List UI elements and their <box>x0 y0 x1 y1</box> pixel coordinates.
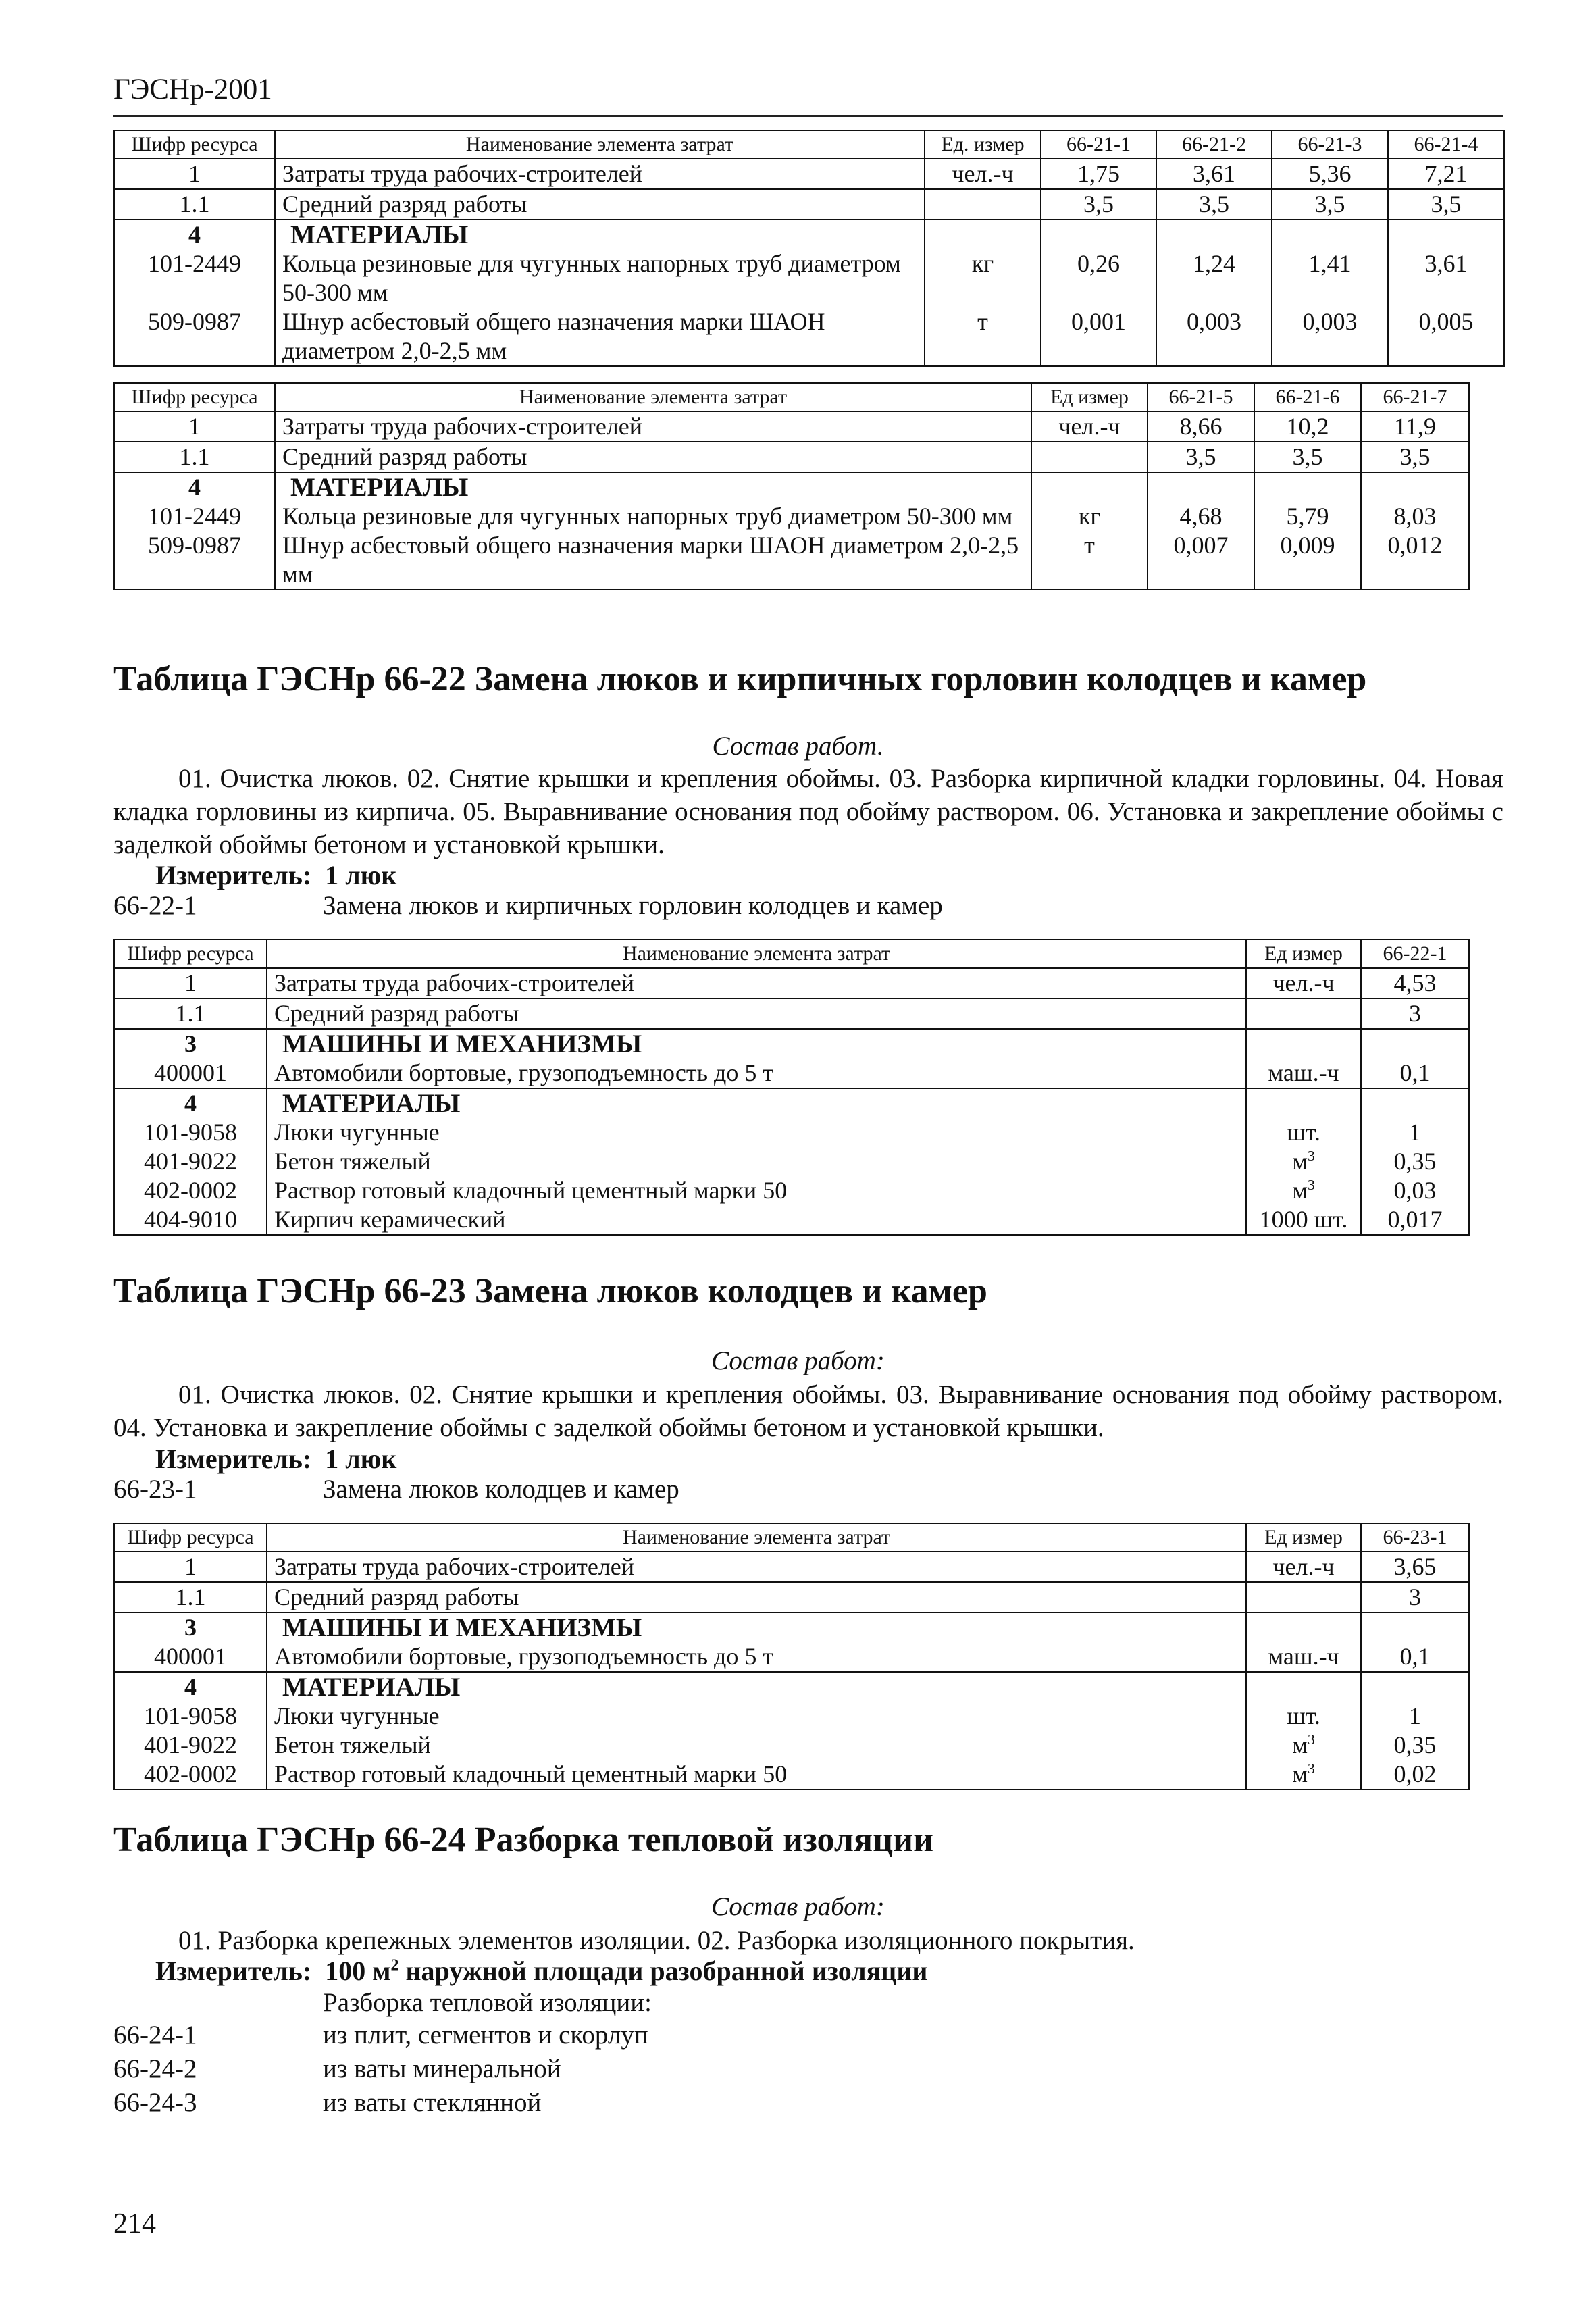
resource-table-66-21-part1 <box>113 130 1505 367</box>
norm-name: из плит, сегментов и скорлуп <box>323 2020 648 2050</box>
unit: шт. <box>1246 1118 1361 1147</box>
value: 1 <box>1361 1702 1469 1731</box>
norm-name: из ваты стеклянной <box>323 2088 542 2117</box>
resource-code: 101-2449 <box>114 502 275 531</box>
column-header: 66-21-3 <box>1272 130 1388 159</box>
section-heading: МАТЕРИАЛЫ <box>267 1672 1246 1702</box>
column-header: Наименование элемента затрат <box>275 383 1031 411</box>
resource-code: 1.1 <box>114 1582 267 1612</box>
column-header: Шифр ресурса <box>114 1523 267 1552</box>
column-header: Ед измер <box>1031 383 1148 411</box>
resource-name: Люки чугунные <box>267 1702 1246 1731</box>
table-row <box>114 531 1469 590</box>
value: 4,68 <box>1148 502 1254 531</box>
table-header-row <box>114 383 1469 411</box>
resource-name: Средний разряд работы <box>267 1582 1246 1612</box>
unit: чел.-ч <box>1246 1552 1361 1582</box>
norm-name: из ваты минеральной <box>323 2054 561 2083</box>
column-header: Наименование элемента затрат <box>267 1523 1246 1552</box>
value: 0,009 <box>1254 531 1361 590</box>
unit: маш.-ч <box>1246 1059 1361 1088</box>
value: 1,41 <box>1272 249 1388 307</box>
work-composition-heading: Состав работ: <box>711 1346 885 1375</box>
resource-name: Автомобили бортовые, грузоподъемность до 5 т <box>267 1642 1246 1672</box>
table-section-row <box>114 1672 1469 1702</box>
unit: кг <box>1031 502 1148 531</box>
resource-code: 1.1 <box>114 189 275 220</box>
column-header: Шифр ресурса <box>114 130 275 159</box>
measure-unit: Измеритель: 100 $м^2$ наружной площади разобранной изоляции <box>155 1956 928 1986</box>
table-row <box>114 442 1469 472</box>
table-row <box>114 1059 1469 1088</box>
resource-name: Средний разряд работы <box>267 998 1246 1029</box>
value: 0,1 <box>1361 1642 1469 1672</box>
value: 0,35 <box>1361 1147 1469 1176</box>
norm-code: 66-22-1 <box>113 891 197 920</box>
resource-code: 3 <box>114 1612 267 1642</box>
section-heading: МАШИНЫ И МЕХАНИЗМЫ <box>267 1612 1246 1642</box>
value: 3,61 <box>1156 159 1272 189</box>
work-composition-heading: Состав работ. <box>712 732 884 761</box>
value: 7,21 <box>1388 159 1504 189</box>
measure-unit: Измеритель: 1 люк <box>155 1444 397 1474</box>
resource-table-66-23 <box>113 1523 1470 1790</box>
column-header: 66-21-2 <box>1156 130 1272 159</box>
table-row <box>114 1702 1469 1731</box>
column-header: 66-21-6 <box>1254 383 1361 411</box>
table-header-row <box>114 940 1469 968</box>
resource-code: 3 <box>114 1029 267 1059</box>
unit: 1000 шт. <box>1246 1205 1361 1235</box>
table-row <box>114 1147 1469 1176</box>
unit: $м^3$ <box>1246 1731 1361 1760</box>
section-heading: МАТЕРИАЛЫ <box>275 472 1031 502</box>
value: 0,003 <box>1272 307 1388 366</box>
resource-code: 101-2449 <box>114 249 275 307</box>
value: 4,53 <box>1361 968 1469 998</box>
norm-code: 66-24-1 <box>113 2020 197 2050</box>
norm-item <box>113 2020 648 2050</box>
resource-code: 4 <box>114 1672 267 1702</box>
column-header: 66-21-7 <box>1361 383 1469 411</box>
table-row <box>114 968 1469 998</box>
table-section-row <box>114 472 1469 502</box>
unit: $м^3$ <box>1246 1147 1361 1176</box>
group-label: Разборка тепловой изоляции: <box>323 1988 652 2017</box>
table-section-row <box>114 1029 1469 1059</box>
norm-code: 66-23-1 <box>113 1475 197 1504</box>
resource-table-66-22 <box>113 939 1470 1236</box>
resource-code: 4 <box>114 1088 267 1118</box>
norm-item <box>113 1474 679 1504</box>
value: 3,5 <box>1254 442 1361 472</box>
value: 3,65 <box>1361 1552 1469 1582</box>
table-row <box>114 1205 1469 1235</box>
unit <box>1031 442 1148 472</box>
table-row <box>114 159 1504 189</box>
value: 8,66 <box>1148 411 1254 442</box>
resource-code: 400001 <box>114 1642 267 1672</box>
column-header: Ед измер <box>1246 940 1361 968</box>
unit: чел.-ч <box>1246 968 1361 998</box>
value: 3 <box>1361 1582 1469 1612</box>
resource-code: 401-9022 <box>114 1147 267 1176</box>
resource-name: Люки чугунные <box>267 1118 1246 1147</box>
header-divider <box>113 115 1503 117</box>
table-row <box>114 998 1469 1029</box>
value: 3,61 <box>1388 249 1504 307</box>
unit <box>1246 998 1361 1029</box>
column-header: 66-21-5 <box>1148 383 1254 411</box>
norm-item <box>113 2054 561 2084</box>
resource-name: Кирпич керамический <box>267 1205 1246 1235</box>
column-header: Шифр ресурса <box>114 383 275 411</box>
value: 0,02 <box>1361 1760 1469 1789</box>
value: 0,017 <box>1361 1205 1469 1235</box>
value: 3,5 <box>1148 442 1254 472</box>
section-title-66-23: Таблица ГЭСНр 66-23 Замена люков колодцев и камер <box>113 1272 987 1311</box>
resource-code: 1 <box>114 1552 267 1582</box>
table-row <box>114 1642 1469 1672</box>
column-header: Шифр ресурса <box>114 940 267 968</box>
resource-code: 1.1 <box>114 442 275 472</box>
value: 0,001 <box>1041 307 1156 366</box>
work-composition-text: 01. Очистка люков. 02. Снятие крышки и крепления обоймы. 03. Разборка кирпичной кладки горловины. 04. Новая кладка горловины из кирпича. 05. Выравнивание основания под обойму раствором. 06. Установка и закрепление обоймы с заделкой обоймы бетоном и установкой крышки. <box>113 764 1503 859</box>
resource-code: 400001 <box>114 1059 267 1088</box>
unit: чел.-ч <box>925 159 1041 189</box>
resource-code: 1.1 <box>114 998 267 1029</box>
section-heading: МАТЕРИАЛЫ <box>275 220 925 249</box>
column-header: 66-23-1 <box>1361 1523 1469 1552</box>
resource-name: Затраты труда рабочих-строителей <box>275 159 925 189</box>
value: 3,5 <box>1156 189 1272 220</box>
unit: т <box>1031 531 1148 590</box>
section-heading: МАТЕРИАЛЫ <box>267 1088 1246 1118</box>
measure-unit: Измеритель: 1 люк <box>155 860 397 890</box>
value: 0,1 <box>1361 1059 1469 1088</box>
value: 5,36 <box>1272 159 1388 189</box>
column-header: Наименование элемента затрат <box>275 130 925 159</box>
unit: маш.-ч <box>1246 1642 1361 1672</box>
resource-code: 101-9058 <box>114 1702 267 1731</box>
norm-item <box>113 2087 541 2118</box>
column-header: 66-22-1 <box>1361 940 1469 968</box>
unit: $м^3$ <box>1246 1176 1361 1205</box>
column-header: Ед измер <box>1246 1523 1361 1552</box>
resource-code: 101-9058 <box>114 1118 267 1147</box>
norm-code: 66-24-2 <box>113 2054 197 2083</box>
resource-code: 509-0987 <box>114 307 275 366</box>
unit: кг <box>925 249 1041 307</box>
value: 0,26 <box>1041 249 1156 307</box>
value: 1,24 <box>1156 249 1272 307</box>
resource-name: Раствор готовый кладочный цементный марки 50 <box>267 1176 1246 1205</box>
norm-item <box>113 890 943 921</box>
table-section-row <box>114 220 1504 249</box>
table-row <box>114 1582 1469 1612</box>
table-header-row <box>114 130 1504 159</box>
section-title-66-24: Таблица ГЭСНр 66-24 Разборка тепловой изоляции <box>113 1821 934 1859</box>
section-heading: МАШИНЫ И МЕХАНИЗМЫ <box>267 1029 1246 1059</box>
page-number: 214 <box>113 2208 156 2239</box>
value: 10,2 <box>1254 411 1361 442</box>
table-row <box>114 411 1469 442</box>
value: 0,007 <box>1148 531 1254 590</box>
value: 0,005 <box>1388 307 1504 366</box>
resource-code: 402-0002 <box>114 1760 267 1789</box>
value: 0,35 <box>1361 1731 1469 1760</box>
table-row <box>114 1176 1469 1205</box>
unit: $м^3$ <box>1246 1760 1361 1789</box>
value: 1,75 <box>1041 159 1156 189</box>
table-section-row <box>114 1612 1469 1642</box>
resource-name: Затраты труда рабочих-строителей <box>267 968 1246 998</box>
column-header: Наименование элемента затрат <box>267 940 1246 968</box>
value: 3,5 <box>1041 189 1156 220</box>
resource-name: Шнур асбестовый общего назначения марки ШАОН диаметром 2,0-2,5 мм <box>275 307 925 366</box>
resource-name: Бетон тяжелый <box>267 1731 1246 1760</box>
table-row <box>114 1760 1469 1789</box>
resource-code: 1 <box>114 411 275 442</box>
resource-name: Шнур асбестовый общего назначения марки ШАОН диаметром 2,0-2,5 мм <box>275 531 1031 590</box>
column-header: 66-21-4 <box>1388 130 1504 159</box>
column-header: Ед. измер <box>925 130 1041 159</box>
value: 1 <box>1361 1118 1469 1147</box>
resource-name: Бетон тяжелый <box>267 1147 1246 1176</box>
value: 3,5 <box>1361 442 1469 472</box>
table-row <box>114 307 1504 366</box>
value: 3 <box>1361 998 1469 1029</box>
resource-name: Затраты труда рабочих-строителей <box>275 411 1031 442</box>
resource-code: 402-0002 <box>114 1176 267 1205</box>
table-row <box>114 1552 1469 1582</box>
resource-name: Кольца резиновые для чугунных напорных труб диаметром 50-300 мм <box>275 249 925 307</box>
resource-name: Раствор готовый кладочный цементный марки 50 <box>267 1760 1246 1789</box>
norm-code: 66-24-3 <box>113 2088 197 2117</box>
column-header: 66-21-1 <box>1041 130 1156 159</box>
norm-name: Замена люков и кирпичных горловин колодцев и камер <box>323 891 943 920</box>
resource-code: 401-9022 <box>114 1731 267 1760</box>
table-row <box>114 249 1504 307</box>
section-title-66-22: Таблица ГЭСНр 66-22 Замена люков и кирпичных горловин колодцев и камер <box>113 660 1367 698</box>
table-header-row <box>114 1523 1469 1552</box>
table-row <box>114 1118 1469 1147</box>
value: 11,9 <box>1361 411 1469 442</box>
table-section-row <box>114 1088 1469 1118</box>
norm-name: Замена люков колодцев и камер <box>323 1475 679 1504</box>
unit <box>1246 1582 1361 1612</box>
value: 0,012 <box>1361 531 1469 590</box>
resource-code: 1 <box>114 968 267 998</box>
unit <box>925 189 1041 220</box>
resource-code: 4 <box>114 220 275 249</box>
resource-code: 509-0987 <box>114 531 275 590</box>
work-composition-text: 01. Разборка крепежных элементов изоляции. 02. Разборка изоляционного покрытия. <box>178 1926 1135 1955</box>
table-row <box>114 502 1469 531</box>
value: 3,5 <box>1272 189 1388 220</box>
resource-code: 404-9010 <box>114 1205 267 1235</box>
resource-table-66-21-part2 <box>113 382 1470 590</box>
unit: т <box>925 307 1041 366</box>
work-composition-heading: Состав работ: <box>711 1892 885 1921</box>
resource-code: 1 <box>114 159 275 189</box>
resource-name: Средний разряд работы <box>275 189 925 220</box>
resource-code: 4 <box>114 472 275 502</box>
unit: чел.-ч <box>1031 411 1148 442</box>
value: 5,79 <box>1254 502 1361 531</box>
value: 8,03 <box>1361 502 1469 531</box>
resource-name: Автомобили бортовые, грузоподъемность до 5 т <box>267 1059 1246 1088</box>
value: 3,5 <box>1388 189 1504 220</box>
unit: шт. <box>1246 1702 1361 1731</box>
table-row <box>114 1731 1469 1760</box>
work-composition-text: 01. Очистка люков. 02. Снятие крышки и крепления обоймы. 03. Выравнивание основания под обойму раствором. 04. Установка и закрепление обоймы с заделкой обоймы бетоном и установкой крышки. <box>113 1380 1503 1442</box>
document-header: ГЭСНр-2001 <box>113 74 272 105</box>
resource-name: Затраты труда рабочих-строителей <box>267 1552 1246 1582</box>
value: 0,003 <box>1156 307 1272 366</box>
table-row <box>114 189 1504 220</box>
resource-name: Средний разряд работы <box>275 442 1031 472</box>
resource-name: Кольца резиновые для чугунных напорных труб диаметром 50-300 мм <box>275 502 1031 531</box>
value: 0,03 <box>1361 1176 1469 1205</box>
